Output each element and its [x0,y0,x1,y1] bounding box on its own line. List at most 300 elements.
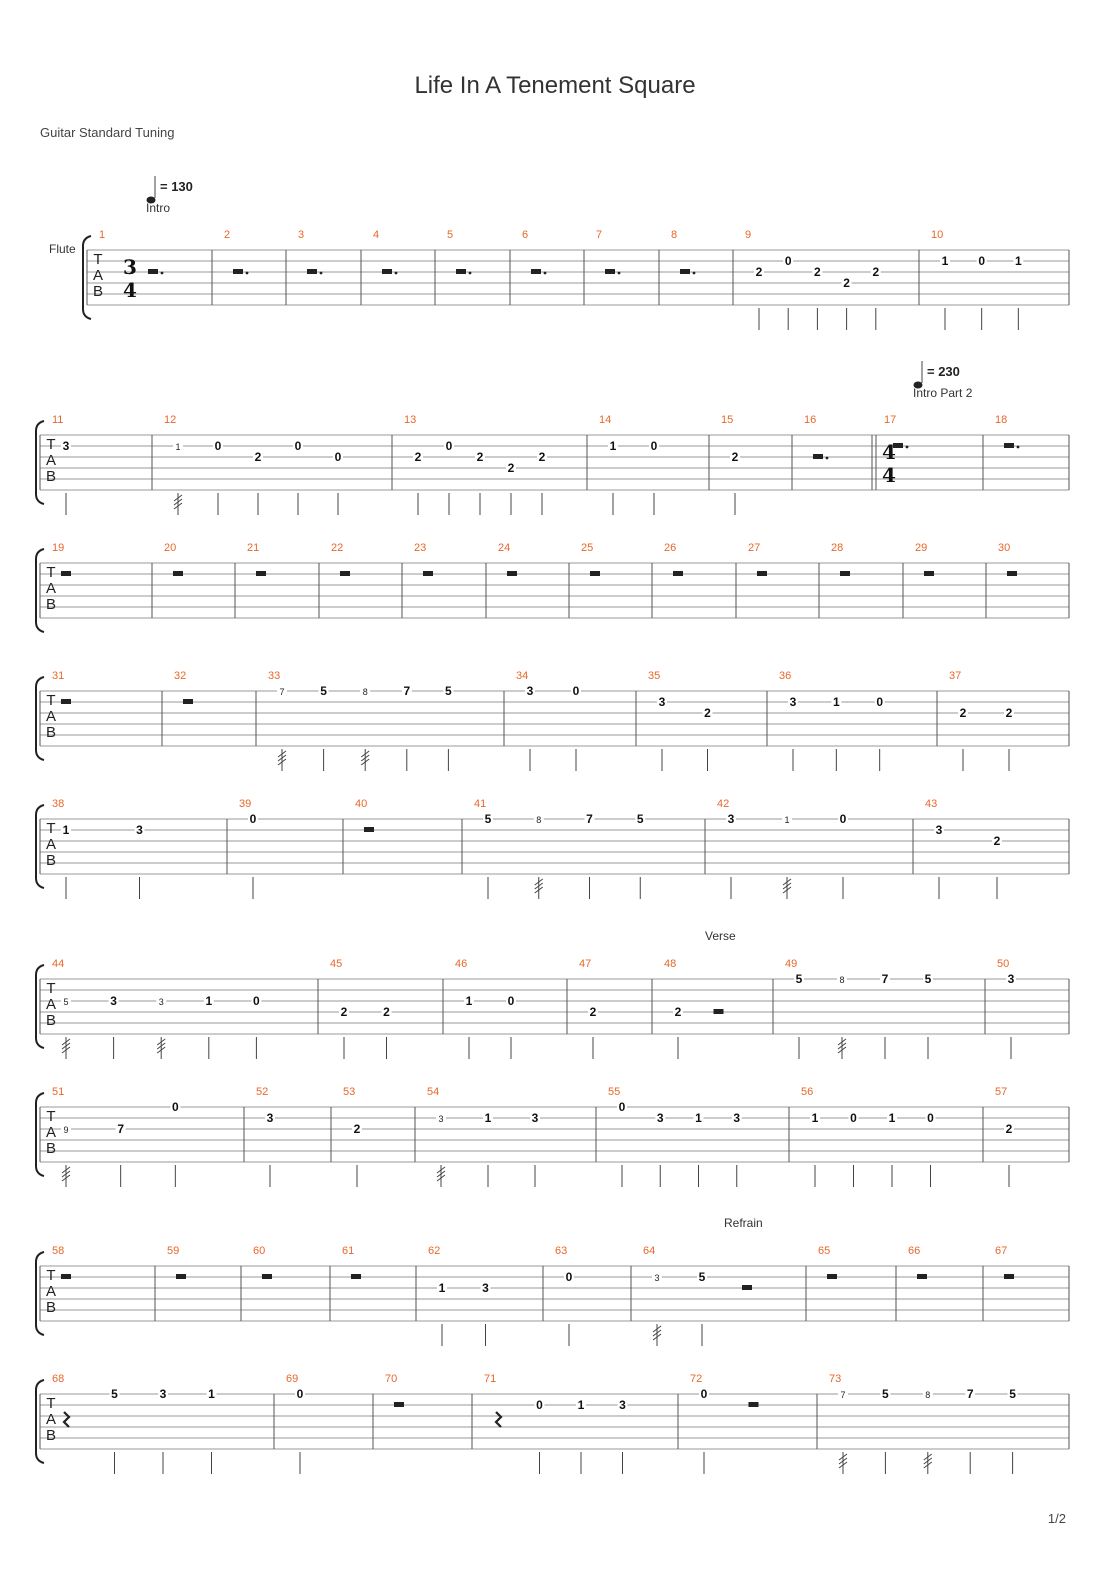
measure-number: 18 [995,414,1008,426]
tab-note [831,695,841,771]
measure [286,1373,305,1474]
fret-number: 2 [704,706,711,720]
measure-number: 8 [671,229,678,241]
fret-number: 0 [565,1270,573,1284]
grace-note [61,994,71,1059]
fret-number: 2 [843,276,850,290]
fret-number: 2 [731,450,739,464]
grace-note [652,1270,662,1346]
fret-number: 7 [966,1387,974,1401]
measure [355,798,374,832]
tab-note [887,1111,897,1187]
measure [331,542,350,576]
measure [256,1086,275,1187]
fret-number: 3 [482,1281,489,1295]
fret-number: 0 [214,439,222,453]
fret-number: 1 [465,994,473,1008]
fret-number: 7 [881,972,889,986]
rest-symbol [173,571,183,576]
measure [664,542,683,576]
measure [455,958,516,1059]
tab-clef-letter: B [45,468,57,485]
tab-note [530,1111,540,1187]
fret-number: 9 [63,1125,69,1135]
grace-note [838,1387,848,1474]
measure [831,542,850,576]
measure-number: 63 [555,1245,568,1257]
fret-number: 5 [698,1270,706,1284]
tab-note [585,812,595,899]
fret-number: 3 [526,684,534,698]
measure [164,542,183,576]
rest-symbol [590,571,600,576]
tab-note [794,972,804,1059]
fret-number: 2 [507,461,515,475]
fret-number: 7 [279,687,285,697]
rest-symbol [394,1402,404,1407]
measure-number: 49 [785,958,798,970]
measure-number: 58 [52,1245,65,1257]
staff-system [49,229,1069,330]
fret-number: 3 [656,1111,664,1125]
fret-number: 3 [136,823,143,837]
tab-note [481,1281,491,1346]
tab-clef-letter: A [45,1283,57,1300]
tab-note [265,1111,275,1187]
rest-symbol [307,269,317,274]
rest-dot [161,272,164,275]
measure-number: 24 [498,542,511,554]
measure-number: 68 [52,1373,65,1385]
tempo-value: = 130 [160,179,193,194]
rest-symbol [364,827,374,832]
fret-number: 1 [941,254,949,268]
tab-note [571,684,581,771]
tab-note [443,684,453,771]
tab-note [958,706,968,771]
measure [52,798,145,899]
section-label-refrain: Refrain [724,1216,763,1230]
measure-number: 33 [268,670,281,682]
time-signature-top: 4 [882,440,896,464]
staff-system [36,1245,1069,1346]
measure-number: 4 [373,229,380,241]
rest-symbol [714,1009,724,1014]
tab-note [732,1111,742,1187]
fret-number: 2 [1005,1122,1013,1136]
measure [599,414,659,515]
rest-dot [906,446,909,449]
measure [343,1086,362,1187]
measure-number: 41 [474,798,487,810]
measure-number: 6 [522,229,529,241]
measure-number: 31 [52,670,65,682]
measure-number: 35 [648,670,661,682]
fret-number: 1 [175,442,181,452]
tab-note [444,439,454,515]
fret-number: 1 [577,1398,585,1412]
measure [648,670,713,771]
tab-note [703,706,713,771]
tab-note [352,1122,362,1187]
rest-symbol [351,1274,361,1279]
time-signature-bottom: 4 [882,463,896,487]
fret-number: 2 [254,450,262,464]
fret-number: 1 [609,439,617,453]
tab-note [483,1111,493,1187]
fret-number: 8 [925,1390,931,1400]
tab-note [61,439,71,515]
fret-number: 1 [811,1111,819,1125]
fret-number: 2 [414,450,422,464]
tab-note [251,994,261,1059]
measure [52,1086,180,1187]
measure [717,798,848,899]
tab-note [382,1005,392,1059]
tab-note [207,1387,217,1474]
measure [414,542,433,576]
measure [52,1373,217,1474]
tab-note [608,439,618,515]
tab-note [1004,706,1014,771]
section-label-intro-part-2: Intro Part 2 [913,386,973,400]
measure [224,229,248,274]
tab-clef-letter: B [45,852,57,869]
rest-symbol [423,571,433,576]
rest-symbol [1007,571,1017,576]
rest-symbol [917,1274,927,1279]
measure [581,542,600,576]
measure-number: 26 [664,542,677,554]
tab-clef-letter: A [45,1124,57,1141]
fret-number: 7 [840,1390,846,1400]
tab-note [158,1387,168,1474]
tab-note [694,1111,704,1187]
fret-number: 1 [438,1281,446,1295]
measure-number: 27 [748,542,761,554]
measure [330,958,392,1059]
rest-symbol [742,1285,752,1290]
measure-number: 13 [404,414,417,426]
fret-number: 1 [832,695,840,709]
measure-number: 53 [343,1086,356,1098]
measure-number: 70 [385,1373,398,1385]
time-signature-bottom: 4 [123,278,137,302]
tab-clef-letter: T [46,564,56,581]
rest-symbol [827,1274,837,1279]
tab-clef-letter: A [45,452,57,469]
rest-symbol [456,269,466,274]
fret-number: 0 [850,1111,857,1125]
tab-clef-letter: T [46,820,56,837]
fret-number: 5 [63,997,69,1007]
tab-note [810,1111,820,1187]
grace-note [173,439,183,515]
fret-number: 2 [383,1005,390,1019]
measure-number: 36 [779,670,792,682]
rest-symbol [148,269,158,274]
fret-number: 8 [536,815,542,825]
tab-note [525,684,535,771]
measure [447,229,471,274]
fret-number: 3 [654,1273,660,1283]
measure-number: 7 [596,229,603,241]
measure-number: 59 [167,1245,180,1257]
fret-number: 2 [538,450,546,464]
measure [174,670,193,704]
section-label-intro: Intro [146,201,171,215]
fret-number: 3 [733,1111,741,1125]
fret-number: 3 [935,823,943,837]
rest-symbol [382,269,392,274]
tab-note [754,265,764,330]
tab-note [109,994,119,1059]
tab-clef-letter: A [45,580,57,597]
fret-number: 5 [320,684,327,698]
measure [671,229,695,274]
rest-symbol [256,571,266,576]
time-signature-top: 3 [123,255,137,279]
measure [404,414,547,515]
fret-number: 2 [340,1005,348,1019]
tab-note [838,812,848,899]
measure [579,958,598,1059]
measure-number: 34 [516,670,529,682]
measure-number: 40 [355,798,368,810]
fret-number: 0 [927,1111,934,1125]
tab-note [295,1387,305,1474]
tab-note [726,812,736,899]
staff-system [36,670,1069,771]
grace-note [436,1111,446,1187]
rest-symbol [1004,443,1014,448]
measure [428,1245,491,1346]
tab-note [934,823,944,899]
fret-number: 0 [618,1100,626,1114]
tab-clef-letter: A [45,836,57,853]
measure [643,1245,752,1346]
tab-note [204,994,214,1059]
tab-note [437,1281,447,1346]
rest-symbol [673,571,683,576]
fret-number: 0 [445,439,453,453]
tab-note [483,812,493,899]
measure-number: 67 [995,1245,1008,1257]
fret-number: 3 [438,1114,444,1124]
measure-number: 32 [174,670,187,682]
fret-number: 0 [507,994,515,1008]
staff-system [36,958,1069,1059]
quarter-rest-symbol [496,1412,501,1427]
tempo-value: = 230 [927,364,960,379]
fret-number: 7 [586,812,593,826]
tab-note [506,994,516,1059]
fret-number: 3 [727,812,735,826]
tab-note [475,450,485,515]
fret-number: 1 [888,1111,896,1125]
measure-number: 15 [721,414,734,426]
staff-system [36,1086,1069,1187]
staff-system [36,1373,1069,1474]
tab-note [940,254,950,330]
rest-symbol [61,699,71,704]
measure-number: 23 [414,542,427,554]
measure [268,670,453,771]
measure-number: 12 [164,414,177,426]
tab-note [588,1005,598,1059]
measure-number: 16 [804,414,817,426]
measure-number: 72 [690,1373,703,1385]
tab-note [730,450,740,515]
fret-number: 0 [253,994,260,1008]
measure [995,414,1019,448]
tab-note [673,1005,683,1059]
measure [52,958,261,1059]
measure [908,1245,927,1279]
fret-number: 3 [531,1111,539,1125]
measure-number: 61 [342,1245,355,1257]
measure-number: 71 [484,1373,497,1385]
tab-note [923,972,933,1059]
measure-number: 54 [427,1086,440,1098]
rest-dot [469,272,472,275]
measure-number: 28 [831,542,844,554]
fret-number: 0 [784,254,792,268]
tab-note [965,1387,975,1474]
rest-symbol [61,571,71,576]
measure-number: 25 [581,542,594,554]
fret-number: 0 [296,1387,304,1401]
measure-number: 29 [915,542,928,554]
tab-note [464,994,474,1059]
tab-note [116,1122,126,1187]
fret-number: 3 [1007,972,1015,986]
fret-number: 3 [62,439,70,453]
tab-clef-letter: T [46,1395,56,1412]
tab-clef-letter: B [45,724,57,741]
measure-number: 38 [52,798,65,810]
tab-note [1013,254,1023,330]
rest-symbol [61,1274,71,1279]
measure [745,229,881,330]
fret-number: 1 [62,823,70,837]
fret-number: 0 [171,1100,179,1114]
tab-clef-letter: B [45,1427,57,1444]
rest-dot [544,272,547,275]
measure-number: 69 [286,1373,299,1385]
measure-number: 66 [908,1245,921,1257]
fret-number: 3 [158,997,164,1007]
measure [779,670,885,771]
fret-number: 0 [650,439,658,453]
tab-clef-letter: T [46,980,56,997]
fret-number: 1 [208,1387,215,1401]
tab-note [1006,972,1016,1059]
rest-dot [320,272,323,275]
tab-note [849,1111,859,1187]
tab-note [564,1270,574,1346]
fret-number: 2 [353,1122,361,1136]
measure-number: 56 [801,1086,814,1098]
staff-system [36,798,1069,899]
measure-number: 19 [52,542,65,554]
fret-number: 1 [784,815,790,825]
rest-symbol [183,699,193,704]
measure-number: 1 [99,229,106,241]
measure [342,1245,361,1279]
measure [427,1086,540,1187]
measure [385,1373,404,1407]
quarter-rest-symbol [64,1412,69,1427]
fret-number: 5 [445,684,452,698]
measure [555,1245,574,1346]
tab-clef-letter: T [46,1267,56,1284]
fret-number: 5 [795,972,803,986]
measure [949,670,1014,771]
fret-number: 1 [205,994,213,1008]
tab-note [657,695,667,771]
fret-number: 2 [959,706,967,720]
measure-number: 52 [256,1086,269,1098]
measure-number: 37 [949,670,962,682]
tab-clef-letter: B [45,596,57,613]
grace-note [837,972,847,1059]
tab-note [926,1111,936,1187]
measure [997,958,1016,1059]
measure-number: 50 [997,958,1010,970]
measure [596,229,620,274]
section-label-verse: Verse [705,929,736,943]
fret-number: 1 [695,1111,702,1125]
measure-number: 44 [52,958,65,970]
measure-number: 3 [298,229,305,241]
fret-number: 5 [1009,1387,1016,1401]
measure [239,798,258,899]
tab-clef-letter: A [45,708,57,725]
measure-number: 62 [428,1245,441,1257]
fret-number: 3 [619,1398,626,1412]
grace-note [61,1122,71,1187]
measure [164,414,343,515]
measure [801,1086,936,1187]
fret-number: 0 [249,812,257,826]
measure [474,798,645,899]
measure-number: 11 [52,414,64,426]
fret-number: 5 [882,1387,889,1401]
tab-clef-letter: B [45,1140,57,1157]
measure-number: 42 [717,798,730,810]
tab-note [413,450,423,515]
tab-note [880,972,890,1059]
rest-symbol [233,269,243,274]
measure [373,229,397,274]
measure [608,1086,742,1187]
grace-note [923,1387,933,1474]
tab-note [1004,1122,1014,1187]
staff-system [36,542,1069,632]
measure [516,670,581,771]
fret-number: 5 [484,812,492,826]
fret-number: 3 [110,994,117,1008]
tab-note [339,1005,349,1059]
fret-number: 0 [700,1387,708,1401]
measure-number: 47 [579,958,592,970]
tab-note [655,1111,665,1187]
measure-number: 57 [995,1086,1008,1098]
tab-clef-letter: B [45,1299,57,1316]
rest-dot [1017,446,1020,449]
tab-note [842,276,852,330]
